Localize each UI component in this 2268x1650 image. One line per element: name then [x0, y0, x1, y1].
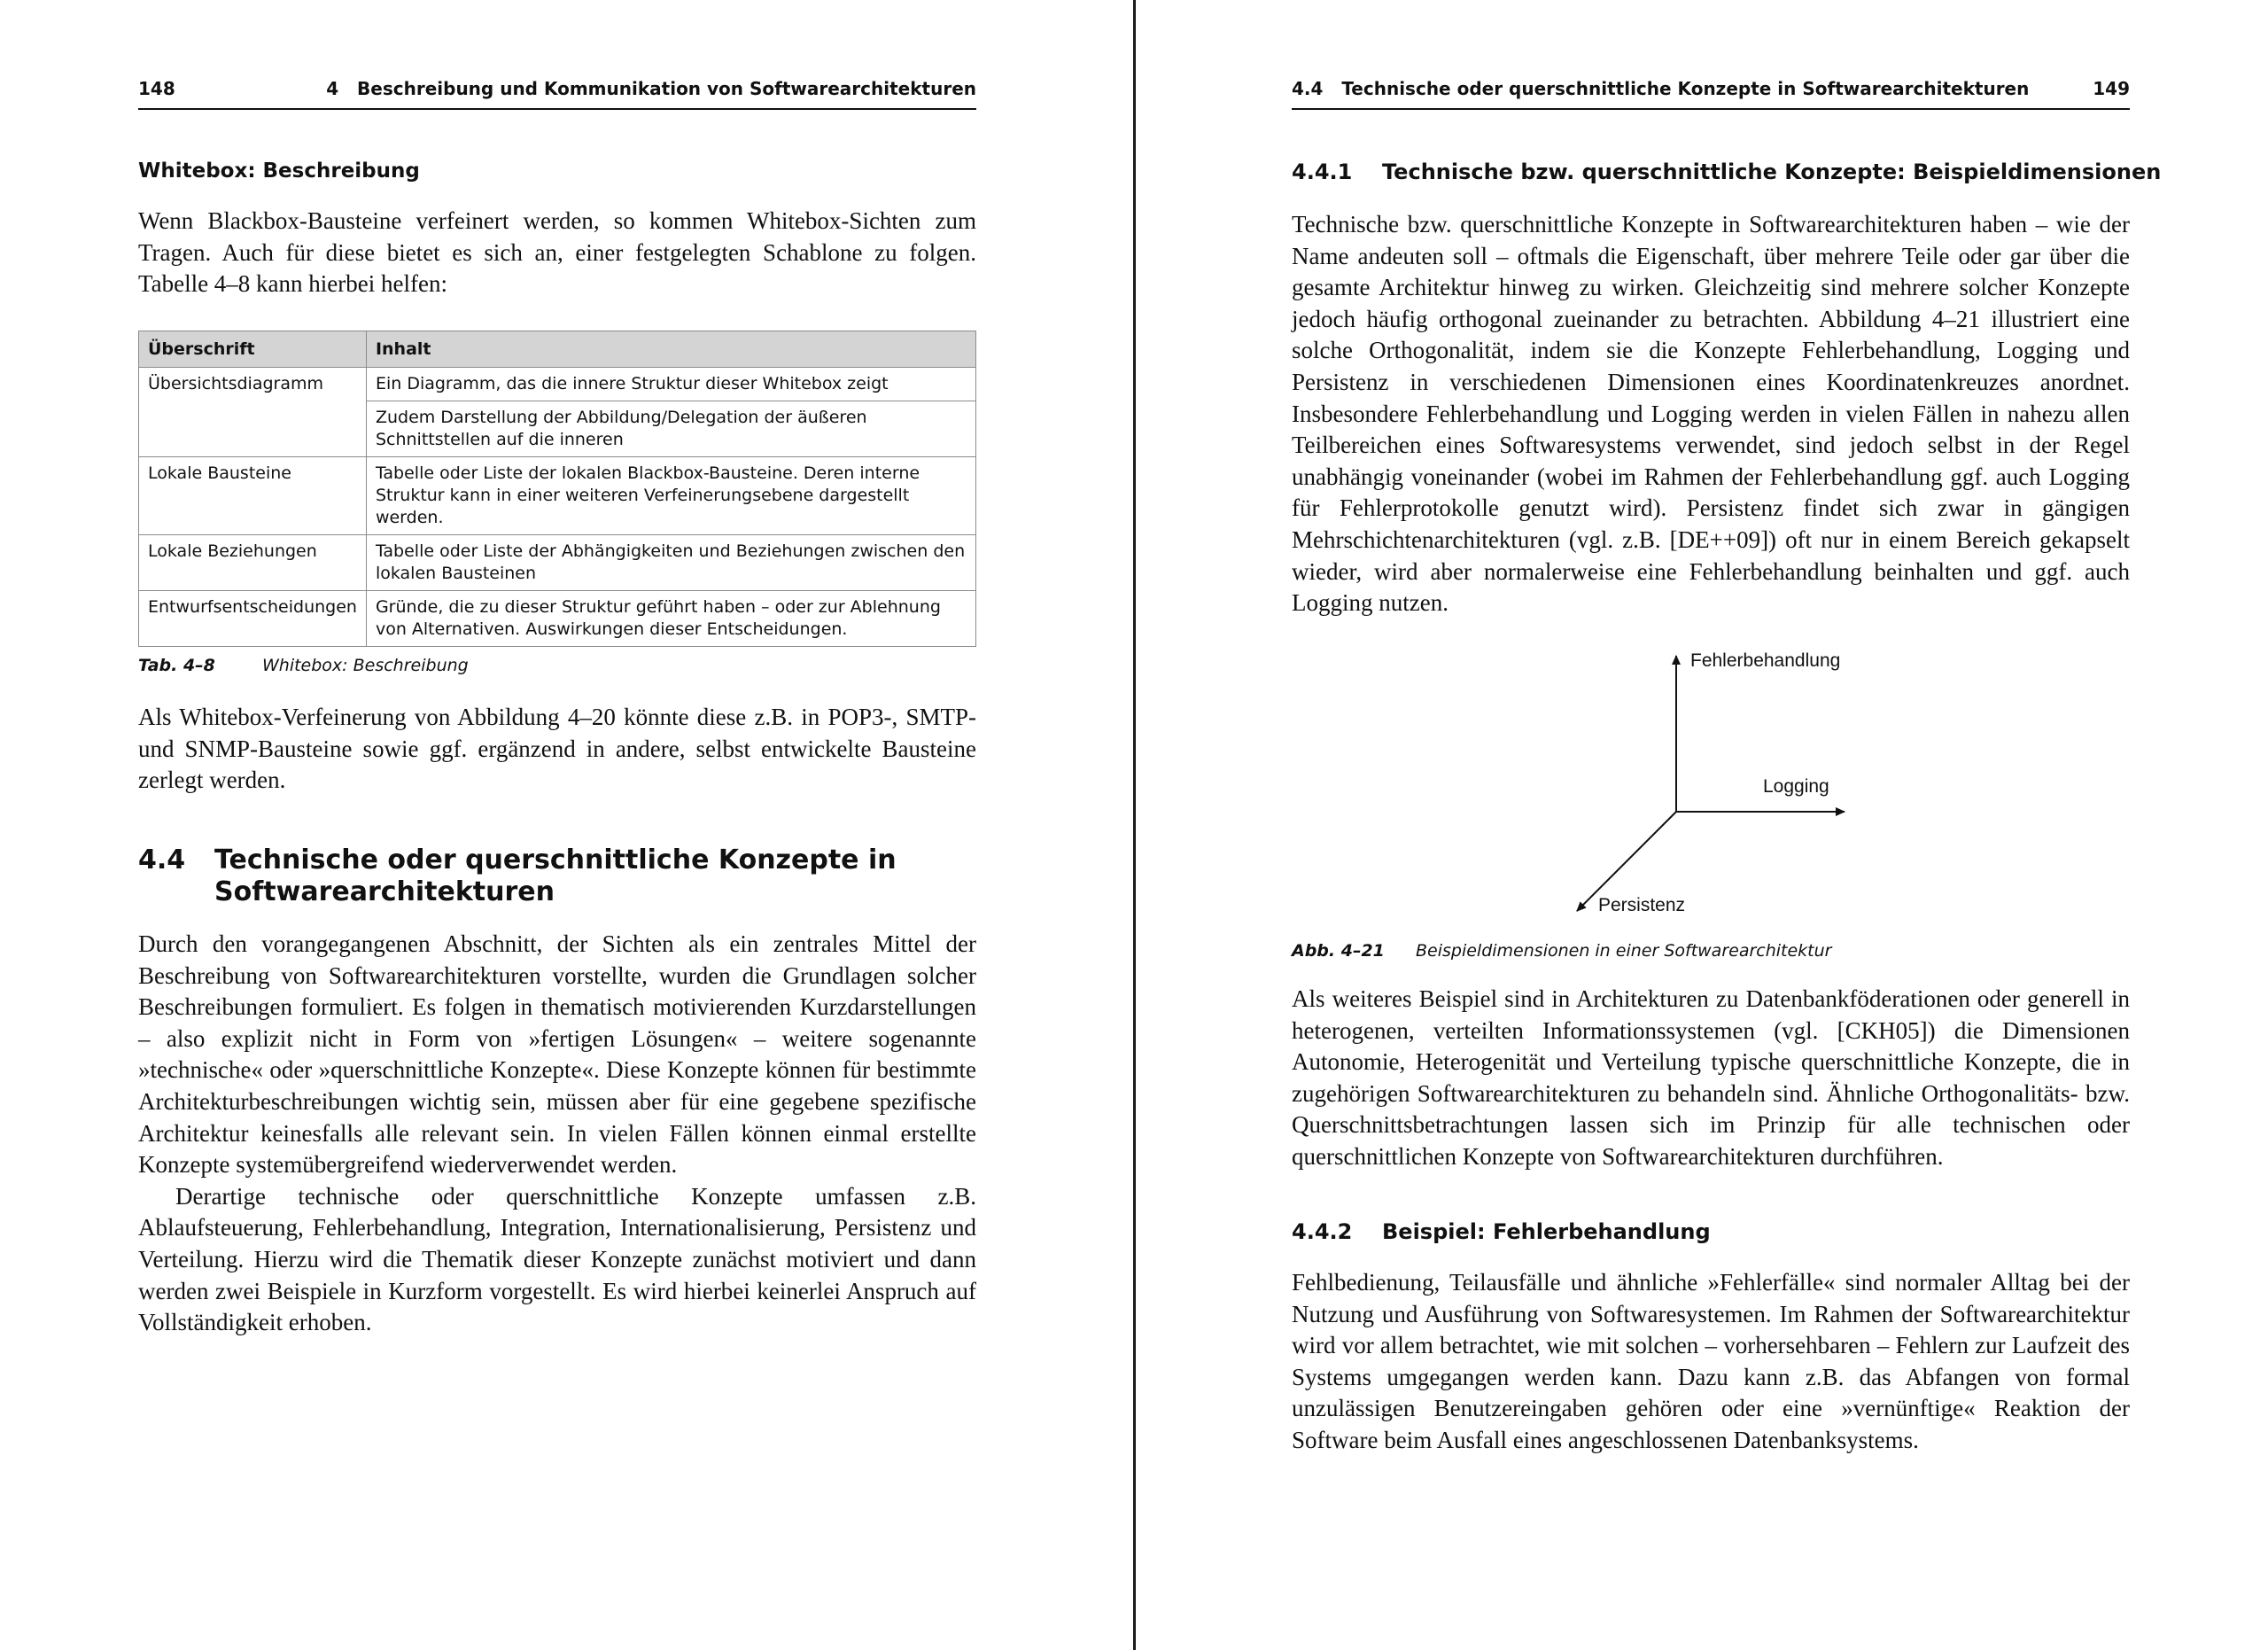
after-table-paragraph	[138, 702, 976, 797]
whitebox-table	[138, 331, 976, 647]
after-figure-paragraph	[1292, 984, 2130, 1173]
figure-caption-title: Beispieldimensionen in einer Softwarearchitektur	[1416, 941, 1832, 961]
page-number-left: 148	[138, 78, 175, 99]
table-caption-label: Tab. 4–8	[138, 656, 215, 675]
table-row	[139, 591, 976, 647]
running-head-left	[138, 78, 976, 110]
subsection-2-body	[1292, 1267, 2130, 1457]
table-cell: Ein Diagramm, das die innere Struktur dieser Whitebox zeigt	[366, 368, 975, 401]
figure-caption-label: Abb. 4–21	[1292, 941, 1385, 961]
dimensions-diagram	[1557, 640, 1894, 932]
section-paragraph-2: Derartige technische oder querschnittliche Konzepte umfassen z.B. Ablaufsteuerung, Fehlerbehandlung, Integration, Internationalisierung, Persistenz und Verteilung. Hierzu wird die Thematik dieser Konzepte zunächst motiviert und dann werden zwei Beispiele in Kurzform vorgestellt. Es wird hierbei keinerlei Anspruch auf Vollständigkeit erhoben.	[138, 1182, 976, 1336]
subsection-2-title: Beispiel: Fehlerbehandlung	[1382, 1219, 1711, 1244]
section-number: 4.4	[138, 844, 186, 876]
table-cell: Tabelle oder Liste der Abhängigkeiten und Beziehungen zwischen den lokalen Bausteinen	[366, 535, 975, 591]
table-header-row	[139, 331, 976, 368]
intro-paragraph-text: Wenn Blackbox-Bausteine verfeinert werden, so kommen Whitebox-Sichten zum Tragen. Auch für diese bietet es sich an, einer festgelegten Schablone zu folgen. Tabelle 4–8 kann hierbei helfen:	[138, 207, 976, 298]
after-figure-paragraph-text: Als weiteres Beispiel sind in Architekturen zu Datenbankföderationen oder generell in heterogenen, verteilten Informationssystemen (vgl. [CKH05]) die Dimensionen Autonomie, Heterogenität und Verteilung typische querschnittliche Konzepte, die in zugehörigen Softwarearchitekturen zu behandeln sind. Ähnliche Orthogonalitäts- bzw. Querschnittsbetrachtungen lassen sich im Prinzip für alle technischen oder querschnittlichen Konzepte von Softwarearchitekturen durchführen.	[1292, 985, 2130, 1170]
subsection-1-body	[1292, 209, 2130, 619]
table-cell: Übersichtsdiagramm	[139, 368, 367, 457]
page-number-right: 149	[2093, 78, 2130, 99]
table-cell: Gründe, die zu dieser Struktur geführt haben – oder zur Ablehnung von Alternativen. Auswirkungen dieser Entscheidungen.	[366, 591, 975, 647]
table-caption-title: Whitebox: Beschreibung	[262, 656, 469, 675]
figure-caption	[1292, 941, 2130, 964]
table-row	[139, 457, 976, 535]
table-cell: Zudem Darstellung der Abbildung/Delegation der äußeren Schnittstellen auf die inneren	[366, 401, 975, 457]
heading-whitebox: Whitebox: Beschreibung	[138, 160, 420, 183]
table-row	[139, 535, 976, 591]
table-cell: Lokale Beziehungen	[139, 535, 367, 591]
table-header-cell: Überschrift	[139, 331, 367, 368]
subsection-1-number: 4.4.1	[1292, 160, 1353, 184]
subsection-1-title: Technische bzw. querschnittliche Konzepte: Beispieldimensionen	[1382, 160, 2162, 184]
subsection-2-number: 4.4.2	[1292, 1219, 1353, 1244]
section-paragraph-1: Durch den vorangegangenen Abschnitt, der Sichten als ein zentrales Mittel der Beschreibung von Softwarearchitekturen vorstellte, wurden die Grundlagen solcher Beschreibungen formuliert. Es folgen in thematisch motivierenden Kurzdarstellungen – also explizit nicht in Form von »fertigen Lösungen« – weitere sogenannte »technische« oder »querschnittliche Konzepte«. Diese Konzepte können für bestimmte Architekturbeschreibungen wichtig sein, müssen aber für eine gegebene spezifische Architektur keinesfalls alle relevant sein. In vielen Fällen können einmal erstellte Konzepte systemübergreifend wiederverwendet werden.	[138, 930, 976, 1179]
section-body	[138, 929, 976, 1339]
section-heading-4-4	[138, 844, 976, 912]
axis-label-persistenz: Persistenz	[1598, 895, 1686, 915]
subsection-heading-4-4-2	[1292, 1219, 2130, 1246]
diagram-svg	[1557, 640, 1894, 932]
subsection-heading-4-4-1	[1292, 160, 2162, 186]
table-cell: Tabelle oder Liste der lokalen Blackbox-Bausteine. Deren interne Struktur kann in einer weiteren Verfeinerungsebene dargestellt werden.	[366, 457, 975, 535]
running-title-right: 4.4 Technische oder querschnittliche Konzepte in Softwarearchitekturen	[1292, 78, 2030, 99]
after-table-paragraph-text: Als Whitebox-Verfeinerung von Abbildung 4–20 könnte diese z.B. in POP3-, SMTP- und SNMP-Bausteine sowie ggf. ergänzend in andere, selbst entwickelte Bausteine zerlegt werden.	[138, 704, 976, 794]
table-header-cell: Inhalt	[366, 331, 975, 368]
table-caption	[138, 656, 976, 679]
running-head-right	[1292, 78, 2130, 110]
table-row	[139, 368, 976, 401]
running-title-left: 4 Beschreibung und Kommunikation von Softwarearchitekturen	[326, 78, 976, 99]
subsection-2-paragraph: Fehlbedienung, Teilausfälle und ähnliche »Fehlerfälle« sind normaler Alltag bei der Nutzung und Ausführung von Softwaresystemen. Im Rahmen der Softwarearchitektur wird vor allem betrachtet, wie mit solchen – vorhersehbaren – Fehlern zur Laufzeit des Systems umgegangen werden kann. Dazu kann z.B. das Abfangen von formal unzulässigen Benutzereingaben gehören oder eine »vernünftige« Reaktion der Software beim Ausfall eines angeschlossenen Datenbanksystems.	[1292, 1269, 2130, 1453]
intro-paragraph	[138, 206, 976, 300]
table-cell: Lokale Bausteine	[139, 457, 367, 535]
axis-label-logging: Logging	[1763, 776, 1829, 797]
table-cell: Entwurfsentscheidungen	[139, 591, 367, 647]
section-title: Technische oder querschnittliche Konzepte in Softwarearchitekturen	[214, 844, 897, 907]
axis-label-fehlerbehandlung: Fehlerbehandlung	[1690, 650, 1841, 671]
subsection-1-paragraph: Technische bzw. querschnittliche Konzepte in Softwarearchitekturen haben – wie der Name andeuten soll – oftmals die Eigenschaft, über mehrere Teile oder gar über die gesamte Architektur hinweg zu wirken. Gleichzeitig sind mehrere solcher Konzepte jedoch häufig orthogonal zueinander zu betrachten. Abbildung 4–21 illustriert eine solche Orthogonalität, indem sie die Konzepte Fehlerbehandlung, Logging und Persistenz in verschiedenen Dimensionen eines Koordinatenkreuzes anordnet. Insbesondere Fehlerbehandlung und Logging werden in vielen Fällen in nahezu allen Teilbereichen eines Softwaresystems verwendet, sind jedoch selbst in der Regel unabhängig voneinander (wobei im Rahmen der Fehlerbehandlung ggf. auch Logging für Fehlerprotokolle genutzt wird). Persistenz findet sich zwar in gängigen Mehrschichtenarchitekturen (vgl. z.B. [DE++09]) oft nur in einem Bereich gekapselt wieder, wird aber normalerweise eine Fehlerbehandlung beinhalten und ggf. auch Logging nutzen.	[1292, 211, 2130, 617]
